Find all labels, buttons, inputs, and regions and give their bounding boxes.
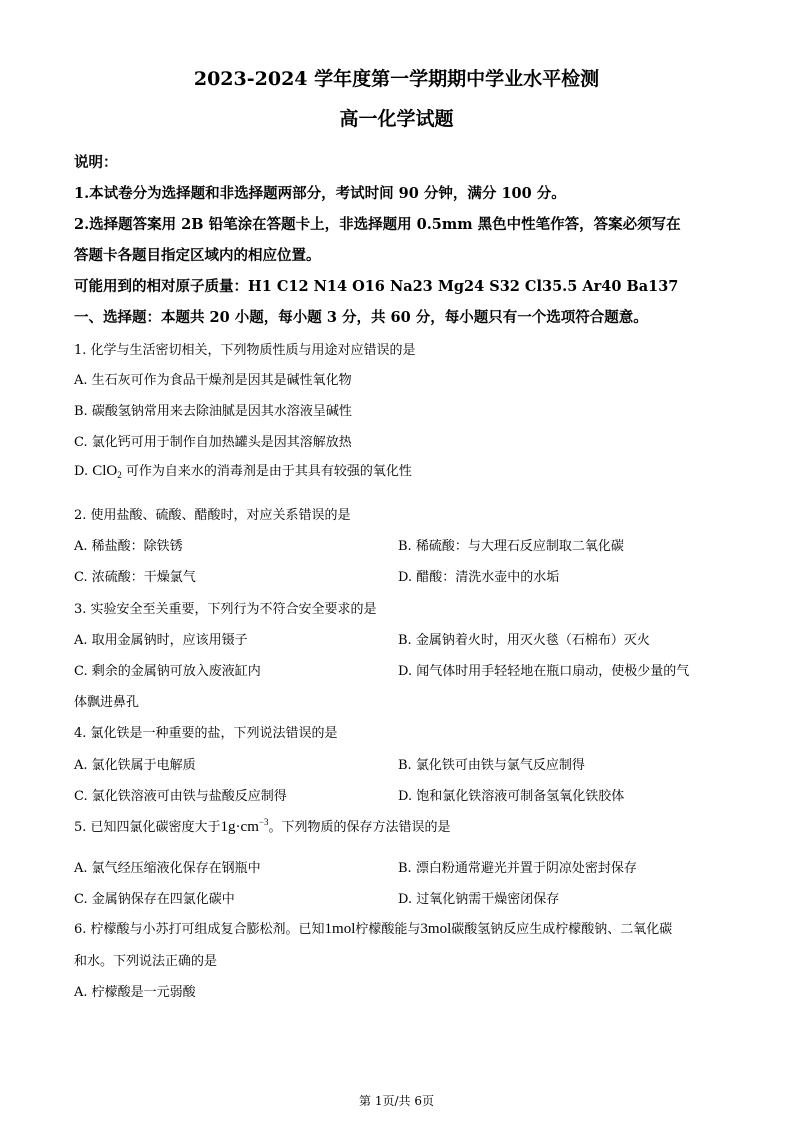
- q4-option-d: D. 饱和氯化铁溶液可制备氢氧化铁胶体: [398, 789, 625, 804]
- q4-option-b: B. 氯化铁可由铁与氯气反应制得: [398, 758, 585, 773]
- q4-stem: 4. 氯化铁是一种重要的盐，下列说法错误的是: [74, 726, 338, 741]
- q2-option-c: C. 浓硫酸：干燥氯气: [74, 570, 196, 585]
- q6-stem-line1: 6. 柠檬酸与小苏打可组成复合膨松剂。已知1mol柠檬酸能与3mol碳酸氢钠反应生成柠檬酸钠、二氧化碳: [74, 921, 673, 937]
- q2-option-a: A. 稀盐酸：除铁锈: [74, 539, 183, 554]
- q5-stem: 5. 已知四氯化碳密度大于$1g\cdot cm^{-3}$。下列物质的保存方法错误的是: [74, 817, 451, 835]
- section-heading: 一、选择题：本题共 20 小题，每小题 3 分，共 60 分，每小题只有一个选项符合题意。: [74, 309, 648, 326]
- q2-stem: 2. 使用盐酸、硫酸、醋酸时，对应关系错误的是: [74, 508, 351, 523]
- q1-option-d-label: D.: [74, 464, 89, 479]
- atomic-masses: 可能用到的相对原子质量：H1 C12 N14 O16 Na23 Mg24 S32 Cl35.5 Ar40 Ba137: [74, 278, 679, 295]
- q6-amount-1mol: 1mol: [324, 921, 356, 937]
- q3-option-c: C. 剩余的金属钠可放入废液缸内: [74, 664, 261, 679]
- q1-option-d: [74, 460, 412, 480]
- page-number: 第 1页/共 6页: [359, 1094, 434, 1108]
- q6-option-a: A. 柠檬酸是一元弱酸: [74, 985, 196, 1000]
- exam-subtitle: 高一化学试题: [339, 108, 454, 130]
- q3-stem: 3. 实验安全至关重要，下列行为不符合安全要求的是: [74, 602, 377, 617]
- clo2-formula: ClO$_2$: [92, 463, 122, 480]
- q1-option-d-text: 可作为自来水的消毒剂是由于其具有较强的氧化性: [125, 464, 412, 479]
- q6-amount-3mol: 3mol: [420, 921, 452, 937]
- q4-option-a: A. 氯化铁属于电解质: [74, 758, 196, 773]
- q4-option-c: C. 氯化铁溶液可由铁与盐酸反应制得: [74, 789, 287, 804]
- q2-option-d: D. 醋酸：清洗水壶中的水垢: [398, 570, 560, 585]
- q2-option-b: B. 稀硫酸：与大理石反应制取二氧化碳: [398, 539, 624, 554]
- instruction-item-2-line2: 答题卡各题目指定区域内的相应位置。: [74, 247, 321, 264]
- instruction-item-1: 1.本试卷分为选择题和非选择题两部分，考试时间 90 分钟，满分 100 分。: [74, 185, 566, 202]
- q5-option-d: D. 过氧化钠需干燥密闭保存: [398, 892, 560, 907]
- density-unit: $1g\cdot cm^{-3}$: [220, 817, 269, 835]
- instruction-item-2-line1: 2.选择题答案用 2B 铅笔涂在答题卡上，非选择题用 0.5mm 黑色中性笔作答，答案必须写在: [74, 216, 681, 233]
- q1-option-b: B. 碳酸氢钠常用来去除油腻是因其水溶液呈碱性: [74, 404, 352, 419]
- q3-option-d-line1: D. 闻气体时用手轻轻地在瓶口扇动，使极少量的气: [398, 664, 690, 679]
- instructions-heading: 说明：: [74, 154, 118, 171]
- q3-option-b: B. 金属钠着火时，用灭火毯（石棉布）灭火: [398, 633, 650, 648]
- q1-stem: 1. 化学与生活密切相关，下列物质性质与用途对应错误的是: [74, 343, 416, 358]
- q6-stem-line2: 和水。下列说法正确的是: [74, 954, 218, 969]
- q3-option-a: A. 取用金属钠时，应该用镊子: [74, 633, 248, 648]
- q1-option-c: C. 氯化钙可用于制作自加热罐头是因其溶解放热: [74, 435, 352, 450]
- q1-option-a: A. 生石灰可作为食品干燥剂是因其是碱性氧化物: [74, 373, 352, 388]
- q5-option-b: B. 漂白粉通常避光并置于阴凉处密封保存: [398, 861, 637, 876]
- exam-title: 2023-2024 学年度第一学期期中学业水平检测: [193, 68, 600, 90]
- q3-option-d-line2: 体飘进鼻孔: [74, 695, 140, 710]
- q5-option-a: A. 氯气经压缩液化保存在钢瓶中: [74, 861, 261, 876]
- q5-option-c: C. 金属钠保存在四氯化碳中: [74, 892, 235, 907]
